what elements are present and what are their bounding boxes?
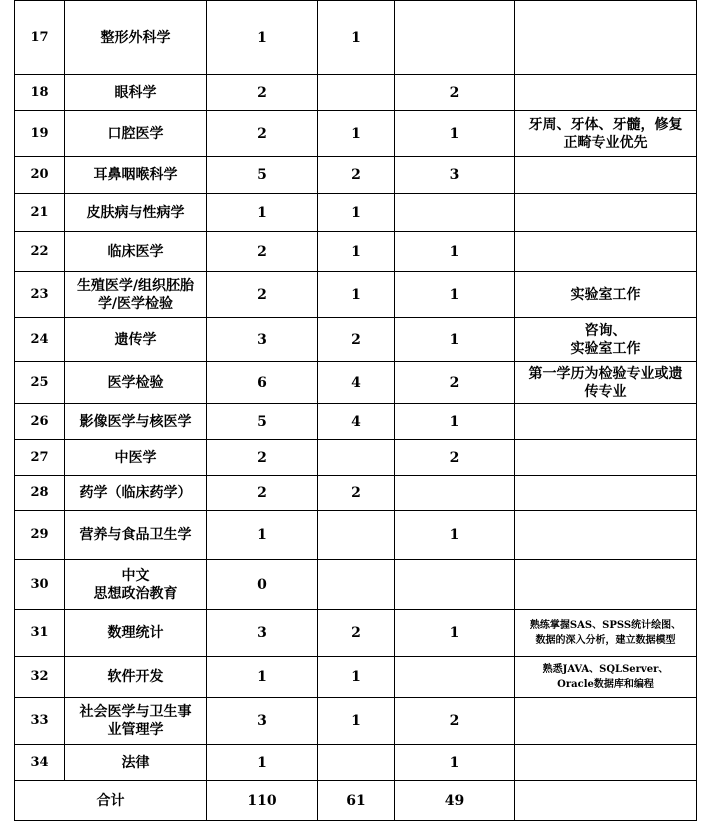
requirement-note: [515, 404, 697, 440]
requirement-note-line: 实验室工作: [570, 340, 641, 357]
major-name: [65, 511, 207, 560]
major-name: [65, 111, 207, 157]
total-count: 2: [207, 232, 318, 272]
table-row: [15, 232, 697, 272]
table-row: [15, 476, 697, 511]
grand-total-a: 61: [318, 781, 395, 821]
table-row: [15, 745, 697, 781]
row-number: 32: [15, 657, 65, 698]
major-name-line: 口腔医学: [107, 125, 164, 142]
count-b: 1: [395, 745, 515, 781]
requirement-note-line: 熟练掌握SAS、SPSS统计绘图、: [529, 620, 682, 631]
count-a: 1: [318, 1, 395, 75]
count-b: [395, 194, 515, 232]
major-name: [65, 610, 207, 657]
count-a: [318, 745, 395, 781]
major-name-line: 遗传学: [114, 331, 157, 348]
count-a: 1: [318, 272, 395, 318]
major-name-line: 药学（临床药学）: [79, 485, 192, 501]
major-name: [65, 75, 207, 111]
major-name-line: 中医学: [114, 449, 157, 466]
requirement-note-line: Oracle数据库和编程: [557, 679, 654, 690]
major-name-line: 临床医学: [107, 243, 164, 260]
major-name-line: 学/医学检验: [97, 295, 174, 312]
major-name-line: 数理统计: [107, 625, 164, 641]
major-name: [65, 476, 207, 511]
major-name-line: 皮肤病与性病学: [86, 204, 185, 221]
count-b: 3: [395, 157, 515, 194]
total-count: 5: [207, 404, 318, 440]
requirement-note-line: 实验室工作: [570, 286, 641, 303]
total-count: 0: [207, 560, 318, 610]
count-b: 2: [395, 362, 515, 404]
total-count: 1: [207, 511, 318, 560]
major-name: [65, 440, 207, 476]
count-b: [395, 560, 515, 610]
major-name: [65, 232, 207, 272]
grand-total-b: 49: [395, 781, 515, 821]
row-number: 34: [15, 745, 65, 781]
row-number: 33: [15, 698, 65, 745]
row-number: 27: [15, 440, 65, 476]
total-count: 2: [207, 111, 318, 157]
requirement-note: [515, 440, 697, 476]
major-name-line: 耳鼻咽喉科学: [93, 167, 178, 183]
total-note: [515, 781, 697, 821]
total-count: 1: [207, 657, 318, 698]
table-row: [15, 272, 697, 318]
total-count: 3: [207, 610, 318, 657]
requirement-note: [515, 318, 697, 362]
total-count: 3: [207, 698, 318, 745]
table-row: [15, 362, 697, 404]
total-count: 3: [207, 318, 318, 362]
count-b: 1: [395, 111, 515, 157]
count-a: 1: [318, 657, 395, 698]
row-number: 31: [15, 610, 65, 657]
row-number: 24: [15, 318, 65, 362]
major-name: [65, 560, 207, 610]
count-a: 2: [318, 318, 395, 362]
requirement-note-line: 牙周、牙体、牙髓，修复: [528, 116, 683, 133]
requirement-note: [515, 560, 697, 610]
table-row: [15, 511, 697, 560]
requirement-note: [515, 75, 697, 111]
count-a: 1: [318, 111, 395, 157]
row-number: 17: [15, 1, 65, 75]
major-name: [65, 362, 207, 404]
table-row: [15, 157, 697, 194]
total-count: 2: [207, 476, 318, 511]
count-a: 2: [318, 157, 395, 194]
major-name: [65, 698, 207, 745]
total-count: 2: [207, 75, 318, 111]
major-name-line: 整形外科学: [100, 29, 171, 46]
total-count: 2: [207, 440, 318, 476]
row-number: 23: [15, 272, 65, 318]
requirement-note: [515, 657, 697, 698]
table-row: [15, 194, 697, 232]
major-name-line: 法律: [121, 754, 150, 771]
total-count: 2: [207, 272, 318, 318]
major-name: [65, 745, 207, 781]
major-name-line: 思想政治教育: [93, 585, 178, 602]
major-name: [65, 1, 207, 75]
count-a: [318, 511, 395, 560]
major-name: [65, 657, 207, 698]
row-number: 29: [15, 511, 65, 560]
major-name: [65, 194, 207, 232]
major-name-line: 业管理学: [107, 722, 164, 738]
requirement-note-line: 咨询、: [584, 322, 627, 339]
major-name: [65, 404, 207, 440]
count-b: 1: [395, 610, 515, 657]
count-a: [318, 75, 395, 111]
requirement-note: [515, 511, 697, 560]
major-name: [65, 272, 207, 318]
total-count: 5: [207, 157, 318, 194]
count-a: [318, 440, 395, 476]
count-a: 1: [318, 698, 395, 745]
count-b: [395, 657, 515, 698]
table-row: [15, 318, 697, 362]
total-count: 6: [207, 362, 318, 404]
table-row: [15, 560, 697, 610]
count-b: 1: [395, 404, 515, 440]
requirement-note: [515, 476, 697, 511]
requirement-note-line: 第一学历为检验专业或遗: [528, 365, 683, 382]
row-number: 22: [15, 232, 65, 272]
count-b: 1: [395, 272, 515, 318]
table-row: [15, 404, 697, 440]
row-number: 28: [15, 476, 65, 511]
requirement-note: [515, 194, 697, 232]
count-a: 4: [318, 362, 395, 404]
table-row: [15, 698, 697, 745]
requirement-note: [515, 362, 697, 404]
total-count: 1: [207, 1, 318, 75]
requirement-note-line: 数据的深入分析，建立数据模型: [535, 635, 676, 646]
count-a: 4: [318, 404, 395, 440]
total-count: 1: [207, 194, 318, 232]
count-a: 2: [318, 610, 395, 657]
major-name: [65, 318, 207, 362]
major-name-line: 软件开发: [107, 669, 164, 685]
table-row: [15, 610, 697, 657]
total-count: 1: [207, 745, 318, 781]
major-name-line: 影像医学与核医学: [79, 413, 192, 430]
count-b: 1: [395, 511, 515, 560]
requirement-note-line: 熟悉JAVA、SQLServer、: [542, 664, 669, 675]
row-number: 18: [15, 75, 65, 111]
grand-total: 110: [207, 781, 318, 821]
requirement-note: [515, 1, 697, 75]
count-b: [395, 1, 515, 75]
requirement-note-line: 传专业: [584, 383, 627, 400]
row-number: 30: [15, 560, 65, 610]
table-row: [15, 440, 697, 476]
major-name-line: 营养与食品卫生学: [79, 527, 192, 543]
total-label: 合计: [15, 781, 207, 821]
requirement-note-line: 正畸专业优先: [563, 134, 648, 151]
total-row: [15, 781, 697, 821]
requirement-note: [515, 111, 697, 157]
count-b: 1: [395, 318, 515, 362]
table-row: [15, 1, 697, 75]
count-a: 1: [318, 194, 395, 232]
row-number: 19: [15, 111, 65, 157]
table-row: [15, 111, 697, 157]
count-b: 1: [395, 232, 515, 272]
major-name-line: 生殖医学/组织胚胎: [76, 277, 195, 294]
major-name-line: 社会医学与卫生事: [79, 704, 192, 720]
requirement-note: [515, 698, 697, 745]
requirement-note: [515, 610, 697, 657]
row-number: 20: [15, 157, 65, 194]
table-row: [15, 75, 697, 111]
count-b: 2: [395, 75, 515, 111]
row-number: 21: [15, 194, 65, 232]
count-b: 2: [395, 698, 515, 745]
table-row: [15, 657, 697, 698]
major-name: [65, 157, 207, 194]
major-name-line: 中文: [121, 567, 150, 584]
requirement-note: [515, 745, 697, 781]
count-b: [395, 476, 515, 511]
requirement-note: [515, 272, 697, 318]
recruitment-table: [14, 0, 697, 821]
row-number: 26: [15, 404, 65, 440]
major-name-line: 医学检验: [107, 374, 164, 391]
count-a: [318, 560, 395, 610]
requirement-note: [515, 157, 697, 194]
count-b: 2: [395, 440, 515, 476]
count-a: 2: [318, 476, 395, 511]
requirement-note: [515, 232, 697, 272]
row-number: 25: [15, 362, 65, 404]
count-a: 1: [318, 232, 395, 272]
major-name-line: 眼科学: [114, 84, 157, 101]
